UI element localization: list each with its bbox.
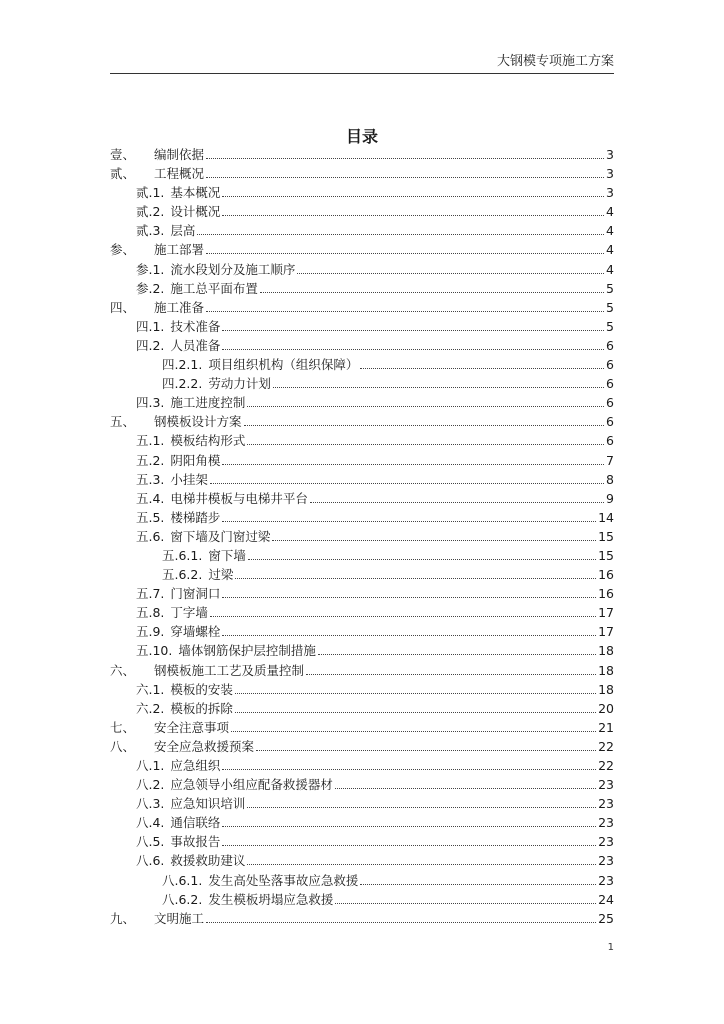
toc-entry[interactable] — [110, 412, 614, 431]
dot-leader — [335, 903, 596, 904]
toc-entry[interactable] — [110, 298, 614, 317]
dot-leader — [231, 731, 596, 732]
toc-entry-number: 壹、 — [110, 147, 136, 162]
toc-entry[interactable] — [110, 317, 614, 336]
toc-entry-title: 发生高处坠落事故应急救援 — [208, 872, 359, 888]
toc-entry-page: 16 — [598, 586, 614, 602]
toc-entry[interactable] — [110, 183, 614, 202]
toc-entry[interactable] — [110, 451, 614, 470]
toc-entry-number: 四.1. — [136, 318, 165, 334]
toc-entry-page: 7 — [606, 452, 614, 468]
toc-entry-title: 过梁 — [208, 567, 234, 583]
toc-entry[interactable] — [110, 145, 614, 164]
toc-entry-number: 参、 — [110, 242, 136, 258]
page-number: 1 — [607, 942, 614, 953]
toc-entry[interactable] — [110, 813, 614, 832]
toc-entry[interactable] — [110, 221, 614, 240]
dot-leader — [318, 654, 596, 655]
dot-leader — [222, 464, 604, 465]
dot-leader — [335, 788, 596, 789]
toc-entry[interactable] — [110, 871, 614, 890]
dot-leader — [206, 158, 604, 159]
toc-entry-number: 五.2. — [136, 452, 165, 468]
toc-entry[interactable] — [110, 603, 614, 622]
toc-entry[interactable] — [110, 470, 614, 489]
toc-entry[interactable] — [110, 851, 614, 870]
toc-entry-page: 23 — [598, 815, 614, 831]
toc-entry-number: 八、 — [110, 738, 136, 754]
toc-entry-page: 23 — [598, 834, 614, 850]
toc-entry-number: 六、 — [110, 662, 136, 678]
toc-entry-title: 窗下墙 — [208, 547, 246, 563]
toc-entry-title: 小挂架 — [170, 471, 208, 487]
dot-leader — [222, 521, 596, 522]
toc-entry-page: 3 — [606, 147, 614, 162]
toc-entry-page: 23 — [598, 796, 614, 812]
dot-leader — [222, 597, 596, 598]
toc-entry-number: 四.2. — [136, 337, 165, 353]
toc-entry-page: 14 — [598, 509, 614, 525]
dot-leader — [247, 406, 604, 407]
toc-entry[interactable] — [110, 164, 614, 183]
toc-entry-page: 6 — [606, 376, 614, 392]
toc-entry-number: 参.1. — [136, 261, 165, 277]
toc-entry-title: 层高 — [170, 223, 196, 239]
toc-entry-number: 四.3. — [136, 395, 165, 411]
toc-entry-title: 施工总平面布置 — [170, 280, 258, 296]
toc-entry-number: 九、 — [110, 910, 136, 926]
dot-leader — [222, 635, 596, 636]
dot-leader — [297, 273, 604, 274]
toc-entry[interactable] — [110, 775, 614, 794]
toc-entry-title: 钢模板施工工艺及质量控制 — [154, 662, 305, 678]
dot-leader — [272, 540, 596, 541]
toc-entry-title: 施工部署 — [154, 242, 205, 258]
toc-entry-page: 21 — [598, 719, 614, 735]
toc-entry[interactable] — [110, 622, 614, 641]
toc-entry-page: 9 — [606, 490, 614, 506]
toc-entry-page: 17 — [598, 605, 614, 621]
toc-entry-title: 文明施工 — [154, 910, 205, 926]
dot-leader — [222, 215, 604, 216]
toc-entry-title: 阴阳角模 — [170, 452, 221, 468]
toc-entry[interactable] — [110, 260, 614, 279]
dot-leader — [244, 425, 605, 426]
toc-entry[interactable] — [110, 718, 614, 737]
dot-leader — [247, 444, 604, 445]
toc-entry[interactable] — [110, 756, 614, 775]
toc-entry-number: 八.3. — [136, 796, 165, 812]
dot-leader — [273, 387, 604, 388]
dot-leader — [306, 674, 596, 675]
toc-entry[interactable] — [110, 737, 614, 756]
toc-entry[interactable] — [110, 393, 614, 412]
toc-entry-title: 模板结构形式 — [170, 433, 246, 449]
toc-entry-title: 墙体钢筋保护层控制措施 — [178, 643, 316, 659]
toc-entry-number: 六.2. — [136, 700, 165, 716]
toc-entry-title: 安全注意事项 — [154, 719, 230, 735]
dot-leader — [222, 769, 596, 770]
toc-entry-number: 贰.3. — [136, 223, 165, 239]
toc-entry-page: 6 — [606, 337, 614, 353]
toc-entry-page: 4 — [606, 242, 614, 258]
toc-entry-page: 24 — [598, 891, 614, 907]
dot-leader — [222, 845, 596, 846]
dot-leader — [206, 922, 596, 923]
toc-entry-title: 模板的安装 — [170, 681, 233, 697]
toc-entry-number: 五.6.1. — [162, 547, 203, 563]
toc-entry[interactable] — [110, 661, 614, 680]
toc-entry-number: 五.6.2. — [162, 567, 203, 583]
toc-entry-title: 救援救助建议 — [170, 853, 246, 869]
dot-leader — [222, 349, 604, 350]
toc-entry-page: 23 — [598, 853, 614, 869]
toc-entry-number: 四.2.1. — [162, 357, 203, 373]
toc-entry[interactable] — [110, 909, 614, 928]
toc-entry[interactable] — [110, 794, 614, 813]
toc-entry-number: 五.7. — [136, 586, 165, 602]
toc-entry-number: 七、 — [110, 719, 136, 735]
toc-entry-number: 六.1. — [136, 681, 165, 697]
toc-entry-number: 贰.1. — [136, 185, 165, 201]
toc-entry-number: 八.6. — [136, 853, 165, 869]
toc-entry[interactable] — [110, 336, 614, 355]
toc-entry-number: 五.9. — [136, 624, 165, 640]
toc-entry-page: 3 — [606, 166, 614, 182]
toc-entry-number: 五.6. — [136, 528, 165, 544]
toc-entry[interactable] — [110, 279, 614, 298]
toc-entry-number: 八.6.2. — [162, 891, 203, 907]
toc-entry[interactable] — [110, 355, 614, 374]
toc-title: 目录 — [345, 127, 378, 146]
toc-entry-number: 四、 — [110, 299, 136, 315]
toc-entry[interactable] — [110, 890, 614, 909]
toc-entry-title: 工程概况 — [154, 166, 205, 182]
dot-leader — [235, 578, 596, 579]
toc-entry-page: 18 — [598, 643, 614, 659]
dot-leader — [222, 826, 596, 827]
dot-leader — [256, 750, 596, 751]
toc-entry[interactable] — [110, 240, 614, 259]
toc-entry-title: 钢模板设计方案 — [154, 414, 242, 430]
header-rule — [110, 73, 614, 74]
toc-entry-page: 22 — [598, 738, 614, 754]
toc-entry-title: 窗下墙及门窗过梁 — [170, 528, 271, 544]
toc-entry[interactable] — [110, 527, 614, 546]
toc-entry-title: 模板的拆除 — [170, 700, 233, 716]
toc-entry[interactable] — [110, 641, 614, 660]
toc-entry-page: 6 — [606, 433, 614, 449]
toc-entry-title: 施工进度控制 — [170, 395, 246, 411]
toc-entry-title: 劳动力计划 — [208, 376, 271, 392]
dot-leader — [222, 330, 604, 331]
dot-leader — [206, 177, 604, 178]
toc-entry-number: 五.10. — [136, 643, 173, 659]
toc-entry-title: 施工准备 — [154, 299, 205, 315]
dot-leader — [360, 368, 604, 369]
toc-entry-number: 五.1. — [136, 433, 165, 449]
toc-entry-title: 人员准备 — [170, 337, 221, 353]
table-of-contents — [110, 145, 614, 928]
toc-entry-page: 5 — [606, 318, 614, 334]
toc-entry-page: 18 — [598, 681, 614, 697]
dot-leader — [360, 884, 596, 885]
toc-entry-number: 四.2.2. — [162, 376, 203, 392]
toc-entry[interactable] — [110, 431, 614, 450]
dot-leader — [206, 311, 604, 312]
toc-entry[interactable] — [110, 546, 614, 565]
dot-leader — [206, 253, 604, 254]
toc-entry-title: 门窗洞口 — [170, 586, 221, 602]
toc-entry-number: 五.5. — [136, 509, 165, 525]
toc-entry-title: 穿墙螺栓 — [170, 624, 221, 640]
toc-entry-page: 6 — [606, 357, 614, 373]
dot-leader — [247, 864, 596, 865]
toc-entry-title: 流水段划分及施工顺序 — [170, 261, 296, 277]
toc-entry[interactable] — [110, 584, 614, 603]
toc-entry-number: 八.5. — [136, 834, 165, 850]
toc-entry-page: 6 — [606, 414, 614, 430]
toc-entry[interactable] — [110, 508, 614, 527]
toc-entry-title: 事故报告 — [170, 834, 221, 850]
toc-entry-page: 18 — [598, 662, 614, 678]
toc-entry-page: 22 — [598, 758, 614, 773]
toc-entry-number: 贰.2. — [136, 204, 165, 220]
dot-leader — [210, 616, 596, 617]
toc-entry-number: 参.2. — [136, 280, 165, 296]
toc-entry-number: 五、 — [110, 414, 136, 430]
toc-entry-title: 基本概况 — [170, 185, 221, 201]
toc-entry-number: 八.2. — [136, 777, 165, 793]
dot-leader — [247, 807, 596, 808]
toc-entry[interactable] — [110, 202, 614, 221]
toc-entry-title: 发生模板坍塌应急救援 — [208, 891, 334, 907]
toc-entry-title: 项目组织机构（组织保障） — [208, 357, 359, 373]
toc-entry[interactable] — [110, 832, 614, 851]
toc-entry-page: 17 — [598, 624, 614, 640]
dot-leader — [310, 502, 604, 503]
dot-leader — [235, 712, 596, 713]
toc-entry-page: 4 — [606, 204, 614, 220]
toc-entry[interactable] — [110, 489, 614, 508]
toc-entry-title: 楼梯踏步 — [170, 509, 221, 525]
toc-entry[interactable] — [110, 565, 614, 584]
toc-entry-number: 五.3. — [136, 471, 165, 487]
toc-entry-title: 电梯井模板与电梯井平台 — [170, 490, 308, 506]
dot-leader — [248, 559, 596, 560]
toc-entry-title: 技术准备 — [170, 318, 221, 334]
toc-entry[interactable] — [110, 680, 614, 699]
toc-entry-page: 6 — [606, 395, 614, 411]
toc-entry-page: 4 — [606, 261, 614, 277]
toc-entry-title: 通信联络 — [170, 815, 221, 831]
toc-entry-number: 五.4. — [136, 490, 165, 506]
toc-entry-page: 16 — [598, 567, 614, 583]
toc-entry-number: 八.6.1. — [162, 872, 203, 888]
toc-entry[interactable] — [110, 374, 614, 393]
dot-leader — [210, 483, 604, 484]
toc-entry-page: 5 — [606, 280, 614, 296]
toc-entry-title: 安全应急救援预案 — [154, 738, 255, 754]
toc-entry-page: 4 — [606, 223, 614, 239]
toc-entry-number: 八.1. — [136, 758, 165, 773]
dot-leader — [235, 693, 596, 694]
toc-entry-title: 应急领导小组应配备救援器材 — [170, 777, 333, 793]
toc-entry-page: 23 — [598, 777, 614, 793]
toc-entry-title: 设计概况 — [170, 204, 221, 220]
toc-entry-page: 5 — [606, 299, 614, 315]
toc-entry-page: 15 — [598, 547, 614, 563]
toc-entry-number: 五.8. — [136, 605, 165, 621]
toc-entry-page: 8 — [606, 471, 614, 487]
toc-entry-title: 丁字墙 — [170, 605, 208, 621]
dot-leader — [197, 234, 604, 235]
toc-entry-page: 25 — [598, 910, 614, 926]
toc-entry-title: 编制依据 — [154, 147, 205, 162]
toc-entry-page: 23 — [598, 872, 614, 888]
toc-entry-title: 应急知识培训 — [170, 796, 246, 812]
running-header: 大钢模专项施工方案 — [496, 54, 614, 69]
toc-entry-page: 3 — [606, 185, 614, 201]
toc-entry-number: 贰、 — [110, 166, 136, 182]
toc-entry-number: 八.4. — [136, 815, 165, 831]
toc-entry-page: 20 — [598, 700, 614, 716]
toc-entry-title: 应急组织 — [170, 758, 221, 773]
toc-entry[interactable] — [110, 699, 614, 718]
dot-leader — [260, 292, 604, 293]
dot-leader — [222, 196, 604, 197]
toc-entry-page: 15 — [598, 528, 614, 544]
